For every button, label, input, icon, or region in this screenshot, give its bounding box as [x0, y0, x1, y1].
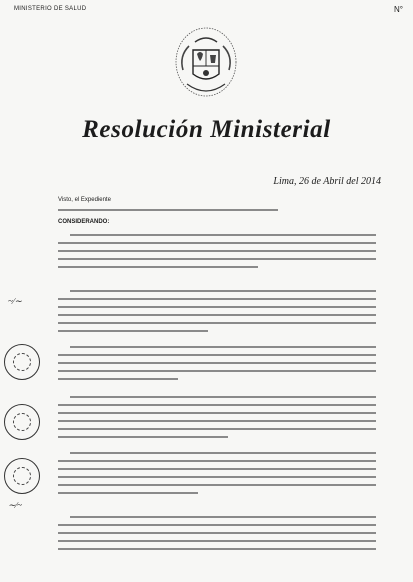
text-line	[58, 436, 228, 438]
document-title: Resolución Ministerial	[82, 116, 331, 143]
text-line	[58, 524, 376, 526]
text-line	[58, 298, 376, 300]
date-line: Lima, 26 de Abril del 2014	[273, 176, 381, 187]
text-line	[58, 412, 376, 414]
ministry-header: MINISTERIO DE SALUD	[14, 6, 87, 12]
text-line	[58, 354, 376, 356]
text-line	[70, 516, 376, 518]
text-line	[58, 476, 376, 478]
text-line	[70, 346, 376, 348]
text-line	[58, 532, 376, 534]
visto-label: Visto, el Expediente	[58, 197, 111, 203]
text-line	[58, 540, 376, 542]
text-line	[70, 452, 376, 454]
text-line	[58, 370, 376, 372]
body-paragraph	[58, 396, 376, 444]
margin-stamp	[4, 404, 40, 440]
text-line	[70, 396, 376, 398]
text-line	[58, 484, 376, 486]
text-line	[58, 306, 376, 308]
text-line	[58, 250, 376, 252]
body-paragraph	[58, 346, 376, 386]
text-line	[58, 242, 376, 244]
margin-stamp	[4, 344, 40, 380]
visto-paragraph	[58, 196, 378, 217]
text-line	[58, 492, 198, 494]
resolution-number: N°	[394, 5, 403, 14]
text-line	[58, 420, 376, 422]
margin-stamp	[4, 458, 40, 494]
body-paragraph	[58, 452, 376, 500]
body-paragraph	[58, 290, 376, 338]
text-line	[58, 404, 376, 406]
margin-signature: ∼∕~	[8, 500, 22, 510]
text-line	[58, 266, 258, 268]
text-line	[58, 314, 376, 316]
text-line	[58, 258, 376, 260]
text-line	[58, 378, 178, 380]
body-paragraph	[58, 516, 376, 556]
text-line	[58, 428, 376, 430]
text-line	[58, 548, 376, 550]
text-line	[58, 330, 208, 332]
margin-signature: ~∕∼	[8, 296, 22, 306]
text-line	[58, 322, 376, 324]
text-line	[70, 290, 376, 292]
text-line	[58, 468, 376, 470]
text-line	[58, 362, 376, 364]
coat-of-arms-crest	[173, 22, 239, 104]
considerando-heading: CONSIDERANDO:	[58, 219, 110, 225]
text-line	[58, 460, 376, 462]
text-line	[58, 209, 278, 211]
text-line	[70, 234, 376, 236]
body-paragraph	[58, 234, 376, 274]
